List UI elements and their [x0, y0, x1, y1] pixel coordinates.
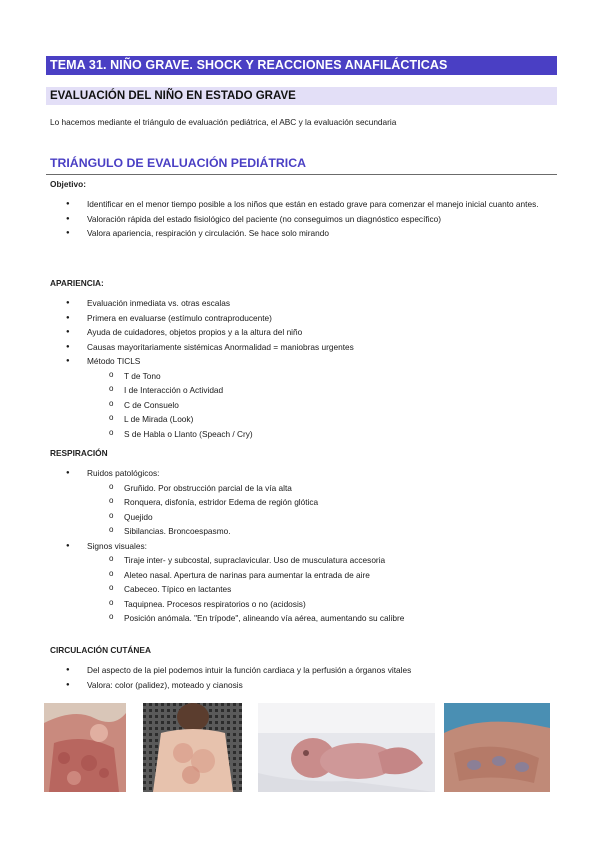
page-title: TEMA 31. NIÑO GRAVE. SHOCK Y REACCIONES ANAFILÁCTICAS: [46, 56, 557, 75]
subsection-heading: TRIÁNGULO DE EVALUACIÓN PEDIÁTRICA: [50, 156, 306, 170]
sub-list-item: o S de Habla o Llanto (Speach / Cry): [103, 427, 546, 442]
list-item: ● Ayuda de cuidadores, objetos propios y a la altura del niño: [66, 325, 546, 340]
sub-list-item: o Quejido: [103, 510, 546, 525]
circulacion-list: [66, 663, 546, 692]
sub-list-item: o L de Mirada (Look): [103, 412, 546, 427]
objetivo-list: [66, 197, 541, 241]
sub-list-item: o T de Tono: [103, 369, 546, 384]
list-item: ● Valoración rápida del estado fisiológico del paciente (no conseguimos un diagnóstico específico): [66, 212, 541, 227]
signos-list: [103, 553, 546, 626]
sub-list-item: o Posición anómala. "En trípode", alineando vía aérea, aumentando su calibre: [103, 611, 546, 626]
respiracion-label: RESPIRACIÓN: [50, 448, 108, 458]
list-item: ● Valora: color (palidez), moteado y cianosis: [66, 678, 546, 693]
list-item: [66, 466, 546, 539]
sub-list-item: o Ronquera, disfonía, estridor Edema de región glótica: [103, 495, 546, 510]
sub-list-item: o C de Consuelo: [103, 398, 546, 413]
sub-list-item: o Cabeceo. Típico en lactantes: [103, 582, 546, 597]
section-title: EVALUACIÓN DEL NIÑO EN ESTADO GRAVE: [46, 87, 557, 105]
apariencia-list: [66, 296, 546, 441]
list-item: [66, 539, 546, 626]
chest-rash-photo: [143, 703, 242, 792]
list-item: ● Del aspecto de la piel podemos intuir la función cardiaca y la perfusión a órganos vitales: [66, 663, 546, 678]
apariencia-label: APARIENCIA:: [50, 278, 104, 288]
sub-list-item: o Taquipnea. Procesos respiratorios o no (acidosis): [103, 597, 546, 612]
respiracion-list: [66, 466, 546, 626]
ruidos-list: [103, 481, 546, 539]
cyanotic-nails-photo: [444, 703, 550, 792]
list-item: ● Causas mayoritariamente sistémicas Anormalidad = maniobras urgentes: [66, 340, 546, 355]
newborn-photo: [258, 703, 435, 792]
ruidos-label: Ruidos patológicos:: [87, 468, 160, 478]
list-item: ● Identificar en el menor tiempo posible a los niños que están en estado grave para comenzar el manejo inicial cuanto antes.: [66, 197, 541, 212]
mottled-skin-photo: [44, 703, 126, 792]
list-item: ● Primera en evaluarse (estímulo contraproducente): [66, 311, 546, 326]
sub-list-item: o Tiraje inter- y subcostal, supraclavicular. Uso de musculatura accesoria: [103, 553, 546, 568]
sub-list-item: o Sibilancias. Broncoespasmo.: [103, 524, 546, 539]
objetivo-label: Objetivo:: [50, 179, 86, 189]
circulacion-label: CIRCULACIÓN CUTÁNEA: [50, 645, 151, 655]
list-item: [66, 354, 546, 441]
signos-label: Signos visuales:: [87, 540, 147, 551]
ticls-list: [103, 369, 546, 442]
heading-divider: [46, 174, 557, 175]
sub-list-item: o Aleteo nasal. Apertura de narinas para aumentar la entrada de aire: [103, 568, 546, 583]
ticls-label: Método TICLS: [87, 356, 141, 366]
sub-list-item: o Gruñido. Por obstrucción parcial de la vía alta: [103, 481, 546, 496]
sub-list-item: o I de Interacción o Actividad: [103, 383, 546, 398]
intro-paragraph: Lo hacemos mediante el triángulo de evaluación pediátrica, el ABC y la evaluación secundaria: [50, 117, 397, 127]
list-item: ● Evaluación inmediata vs. otras escalas: [66, 296, 546, 311]
list-item: ● Valora apariencia, respiración y circulación. Se hace solo mirando: [66, 226, 541, 241]
